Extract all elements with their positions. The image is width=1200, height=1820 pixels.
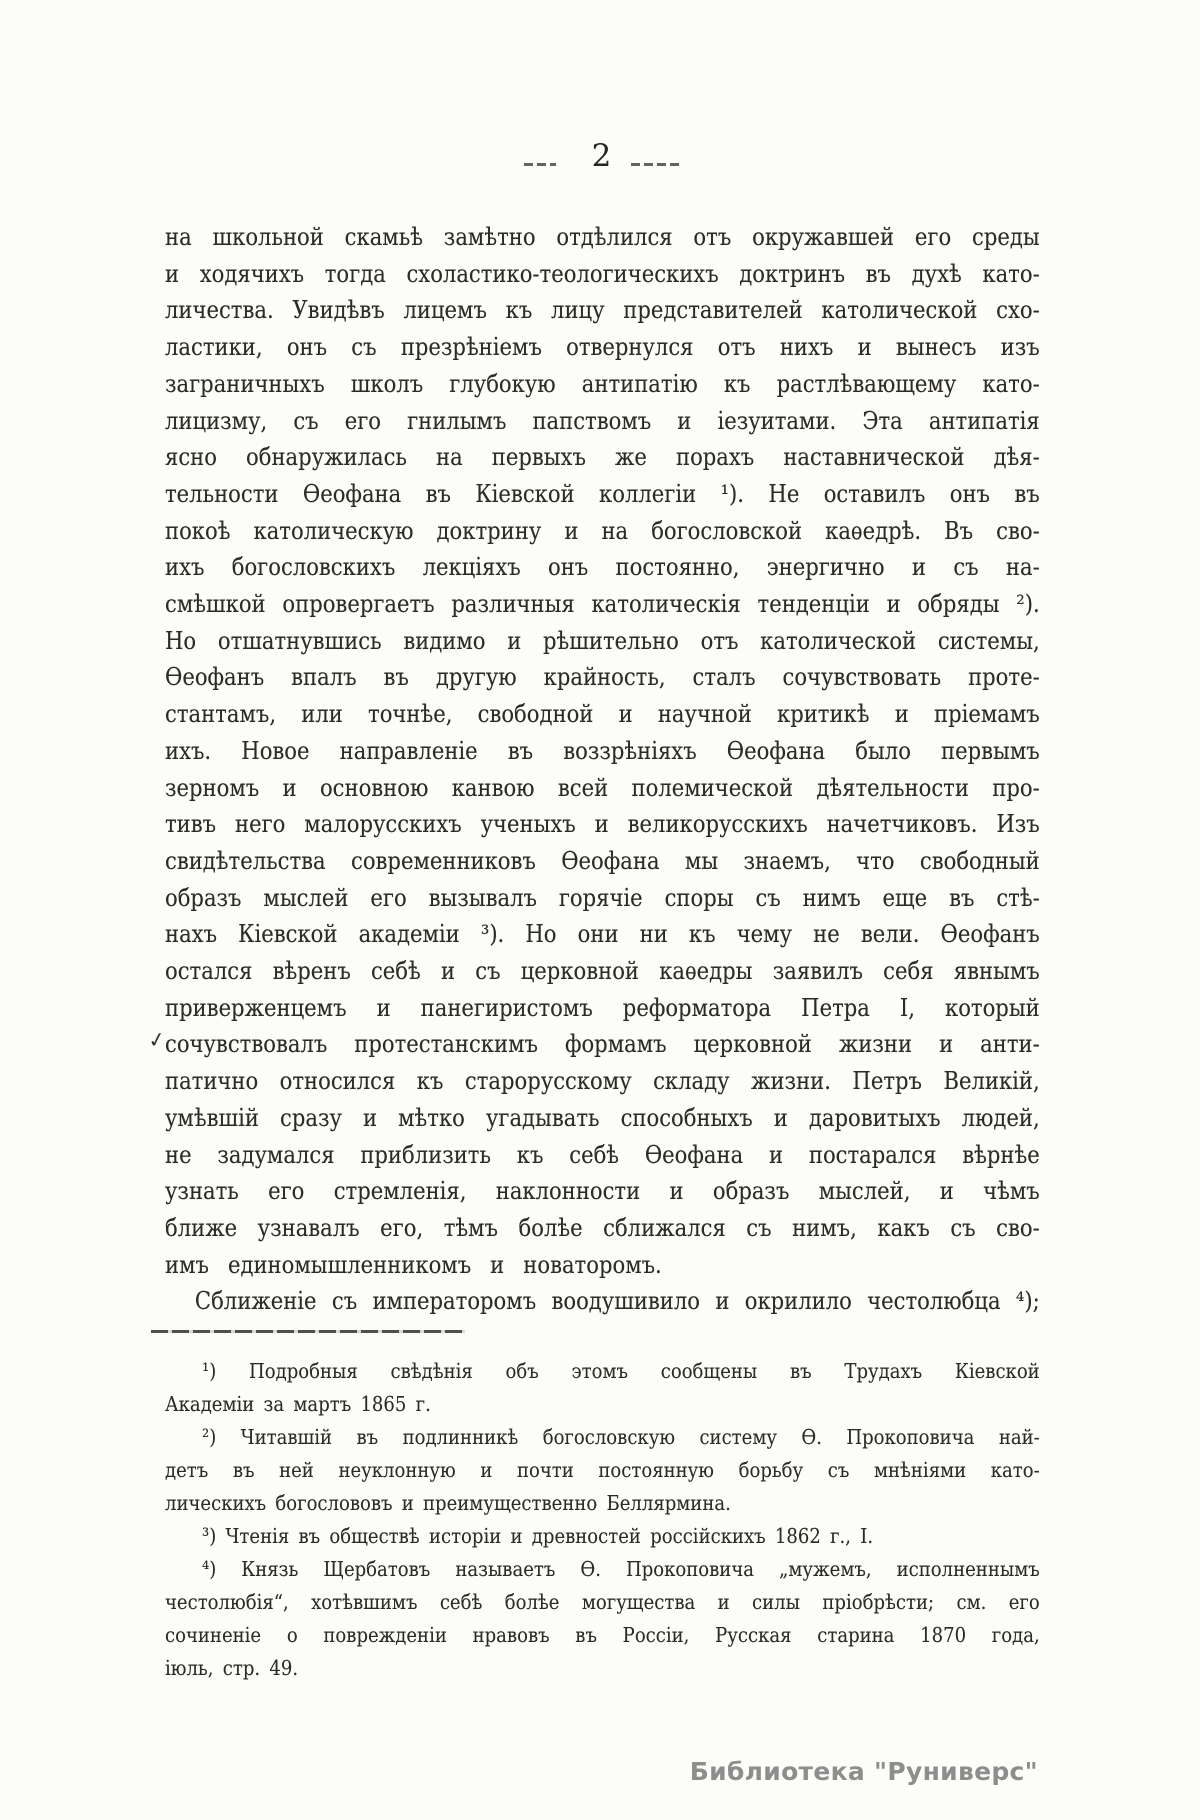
text-line: Сближеніе съ императоромъ воодушивило и окрилило честолюбца ⁴);	[194, 1287, 1040, 1316]
text-line: ²) Читавшій въ подлинникѣ богословскую систему Ѳ. Прокоповича най-	[201, 1425, 1040, 1449]
text-line: ¹) Подробныя свѣдѣнія объ этомъ сообщены въ Трудахъ Кіевской	[201, 1359, 1040, 1383]
text-line: тельности Ѳеофана въ Кіевской коллегіи ¹). Не оставилъ онъ въ	[165, 479, 1040, 508]
text-line: сочувствовалъ протестанскимъ формамъ церковной жизни и анти-	[165, 1030, 1040, 1059]
text-line: Но отшатнувшись видимо и рѣшительно отъ католической системы,	[165, 626, 1040, 655]
text-line: тивъ него малорусскихъ ученыхъ и великорусскихъ начетчиковъ. Изъ	[165, 810, 1040, 839]
text-line: личества. Увидѣвъ лицемъ къ лицу представителей католической схо-	[165, 296, 1040, 325]
page-number: 2	[591, 138, 612, 174]
text-line: іюль, стр. 49.	[165, 1656, 299, 1680]
text-line: зерномъ и основною канвою всей полемической дѣятельности про-	[165, 773, 1040, 802]
library-watermark: Библиотека "Руниверс"	[689, 1757, 1038, 1786]
header-rule-right-icon	[631, 163, 681, 166]
text-line: ближе узнавалъ его, тѣмъ болѣе сближался съ нимъ, какъ съ сво-	[165, 1213, 1040, 1242]
text-line: имъ единомышленникомъ и новаторомъ.	[165, 1250, 662, 1279]
text-line: образъ мыслей его вызывалъ горячіе споры съ нимъ еще въ стѣ-	[165, 883, 1040, 912]
text-line: честолюбія“, хотѣвшимъ себѣ болѣе могущества и силы пріобрѣсти; см. его	[165, 1590, 1040, 1614]
text-line: стантамъ, или точнѣе, свободной и научной критикѣ и пріемамъ	[165, 700, 1040, 729]
text-line: ихъ. Новое направленіе въ воззрѣніяхъ Ѳеофана было первымъ	[165, 736, 1040, 765]
text-line: Ѳеофанъ впалъ въ другую крайность, сталъ сочувствовать проте-	[165, 663, 1040, 692]
text-line: смѣшкой опровергаетъ различныя католическія тенденціи и обряды ²).	[165, 590, 1040, 619]
text-line: заграничныхъ школъ глубокую антипатію къ растлѣвающему като-	[165, 369, 1040, 398]
text-line: детъ въ ней неуклонную и почти постоянную борьбу съ мнѣніями като-	[165, 1458, 1040, 1482]
margin-tick-mark: ✓	[146, 1026, 168, 1054]
text-line: не задумался приблизить къ себѣ Ѳеофана и постарался вѣрнѣе	[165, 1140, 1040, 1169]
text-line: покоѣ католическую доктрину и на богословской каѳедрѣ. Въ сво-	[165, 516, 1040, 545]
text-line: ясно обнаружилась на первыхъ же порахъ наставнической дѣя-	[165, 443, 1040, 472]
footnote-separator-rule	[151, 1330, 465, 1333]
text-line: ⁴) Князь Щербатовъ называетъ Ѳ. Прокоповича „мужемъ, исполненнымъ	[201, 1557, 1040, 1581]
text-line: Академіи за мартъ 1865 г.	[165, 1392, 431, 1416]
text-line: умѣвшій сразу и мѣтко угадывать способныхъ и даровитыхъ людей,	[165, 1103, 1040, 1132]
text-line: патично относился къ старорусскому складу жизни. Петръ Великій,	[165, 1067, 1040, 1096]
header-rule-left-icon	[524, 163, 556, 166]
footnotes-block	[165, 1355, 1040, 1685]
text-line: нахъ Кіевской академіи ³). Но они ни къ чему не вели. Ѳеофанъ	[165, 920, 1040, 949]
text-line: лицизму, съ его гнилымъ папствомъ и іезуитами. Эта антипатія	[165, 406, 1040, 435]
text-line: свидѣтельства современниковъ Ѳеофана мы знаемъ, что свободный	[165, 846, 1040, 875]
text-line: на школьной скамьѣ замѣтно отдѣлился отъ окружавшей его среды	[165, 223, 1040, 251]
text-line: сочиненіе о поврежденіи нравовъ въ Россіи, Русская старина 1870 года,	[165, 1623, 1040, 1647]
text-line: остался вѣренъ себѣ и съ церковной каѳедры заявилъ себя явнымъ	[165, 957, 1040, 986]
text-line: лическихъ богослововъ и преимущественно Беллярмина.	[165, 1491, 731, 1515]
page-header	[165, 136, 1040, 176]
text-line: и ходячихъ тогда схоластико-теологическихъ доктринъ въ духѣ като-	[165, 259, 1040, 288]
text-line: ихъ богословскихъ лекціяхъ онъ постоянно, энергично и съ на-	[165, 553, 1040, 582]
main-text-block	[165, 219, 1040, 1320]
text-line: ластики, онъ съ презрѣніемъ отвернулся отъ нихъ и вынесъ изъ	[165, 333, 1040, 362]
text-line: ³) Чтенія въ обществѣ исторіи и древностей россійскихъ 1862 г., I.	[201, 1524, 874, 1548]
text-line: приверженцемъ и панегиристомъ реформатора Петра I, который	[165, 993, 1040, 1022]
text-line: узнать его стремленія, наклонности и образъ мыслей, и чѣмъ	[165, 1177, 1040, 1206]
